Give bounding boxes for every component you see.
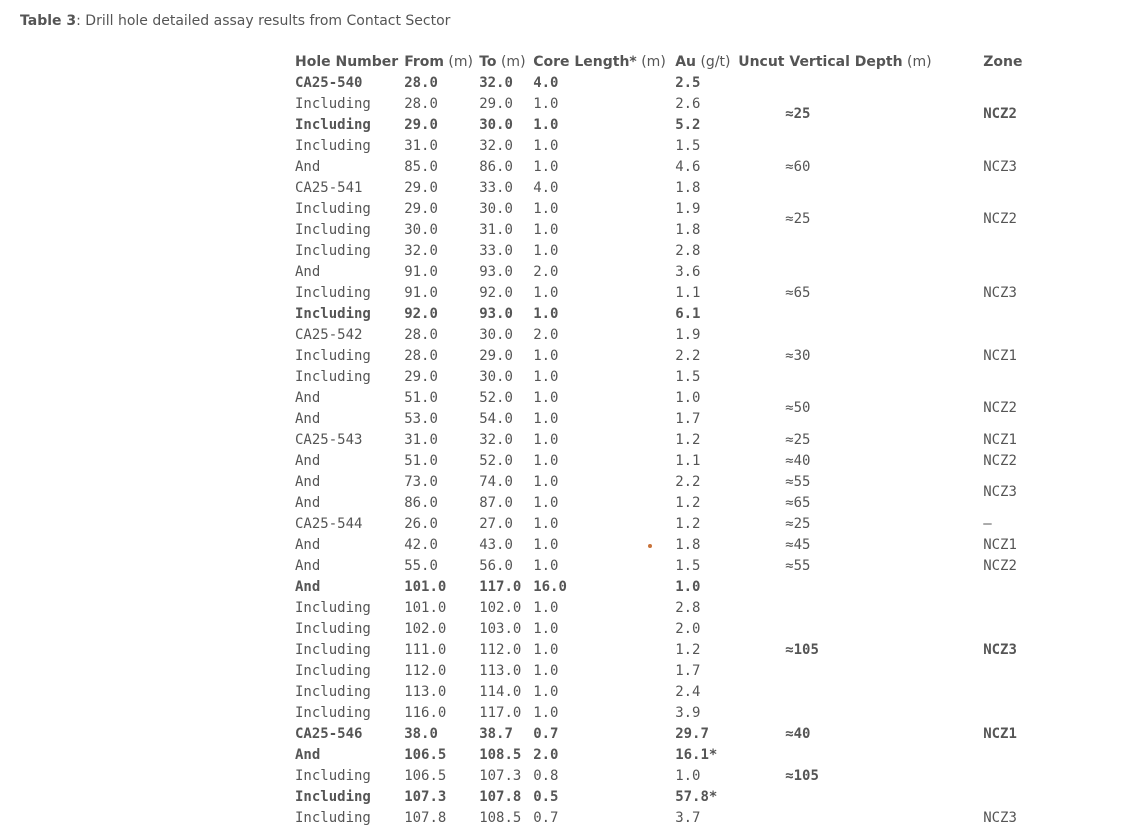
au-cell: 1.8 <box>675 221 701 238</box>
zone-cell: NCZ2 <box>983 106 1017 122</box>
to-cell: 103.0 <box>479 620 522 637</box>
header-vertical-depth: Uncut Vertical Depth (m) <box>738 53 932 70</box>
hole-number-cell: CA25-542 <box>295 326 363 343</box>
to-cell: 117.0 <box>479 704 522 721</box>
core-length-cell: 1.0 <box>533 284 559 301</box>
au-cell: 57.8* <box>675 788 718 805</box>
table-header-row <box>292 51 1026 72</box>
hole-number-cell: And <box>295 746 321 763</box>
core-length-cell: 1.0 <box>533 347 559 364</box>
core-length-cell: 0.7 <box>533 809 559 826</box>
core-length-cell: 0.5 <box>533 788 559 805</box>
hole-number-cell: And <box>295 452 321 469</box>
table-caption-label: Table 3 <box>20 13 77 29</box>
zone-cell: NCZ2 <box>983 400 1017 416</box>
to-cell: 30.0 <box>479 116 513 133</box>
core-length-cell: 1.0 <box>533 473 559 490</box>
to-cell: 32.0 <box>479 137 513 154</box>
au-cell: 5.2 <box>675 116 701 133</box>
table-row <box>292 513 1026 534</box>
to-cell: 117.0 <box>479 578 522 595</box>
zone-cell: NCZ3 <box>983 158 1017 175</box>
core-length-cell: 1.0 <box>533 221 559 238</box>
core-length-cell: 1.0 <box>533 158 559 175</box>
to-cell: 29.0 <box>479 95 513 112</box>
to-cell: 31.0 <box>479 221 513 238</box>
from-cell: 29.0 <box>404 200 438 217</box>
core-length-cell: 1.0 <box>533 704 559 721</box>
au-cell: 1.1 <box>675 284 701 301</box>
core-length-cell: 1.0 <box>533 557 559 574</box>
hole-number-cell: Including <box>295 767 371 784</box>
to-cell: 107.8 <box>479 788 522 805</box>
from-cell: 86.0 <box>404 494 438 511</box>
hole-number-cell: And <box>295 536 321 553</box>
zone-cell: NCZ3 <box>983 809 1017 826</box>
au-cell: 16.1* <box>675 746 718 763</box>
au-cell: 1.7 <box>675 410 701 427</box>
to-cell: 43.0 <box>479 536 513 553</box>
from-cell: 111.0 <box>404 641 447 658</box>
from-cell: 29.0 <box>404 179 438 196</box>
from-cell: 113.0 <box>404 683 447 700</box>
zone-cell: NCZ3 <box>983 484 1017 500</box>
from-cell: 29.0 <box>404 116 438 133</box>
from-cell: 85.0 <box>404 158 438 175</box>
from-cell: 26.0 <box>404 515 438 532</box>
hole-number-cell: Including <box>295 368 371 385</box>
table-row <box>292 177 1026 198</box>
from-cell: 28.0 <box>404 95 438 112</box>
hole-number-cell: And <box>295 494 321 511</box>
hole-number-cell: Including <box>295 809 371 826</box>
core-length-cell: 2.0 <box>533 263 559 280</box>
from-cell: 112.0 <box>404 662 447 679</box>
au-cell: 4.6 <box>675 158 701 175</box>
from-cell: 28.0 <box>404 347 438 364</box>
au-cell: 2.6 <box>675 95 701 112</box>
core-length-cell: 1.0 <box>533 95 559 112</box>
from-cell: 92.0 <box>404 305 438 322</box>
vertical-depth-cell: ≈55 <box>785 473 811 490</box>
table-row <box>292 807 1026 828</box>
to-cell: 33.0 <box>479 242 513 259</box>
table-row <box>292 387 1026 408</box>
to-cell: 107.3 <box>479 767 522 784</box>
hole-number-cell: Including <box>295 683 371 700</box>
au-cell: 1.5 <box>675 557 701 574</box>
core-length-cell: 4.0 <box>533 74 559 91</box>
au-cell: 1.9 <box>675 326 701 343</box>
from-cell: 106.5 <box>404 746 447 763</box>
hole-number-cell: And <box>295 410 321 427</box>
hole-number-cell: Including <box>295 305 371 322</box>
from-cell: 31.0 <box>404 431 438 448</box>
table-row <box>292 450 1026 471</box>
hole-number-cell: Including <box>295 95 371 112</box>
table-row <box>292 72 1026 93</box>
au-cell: 1.1 <box>675 452 701 469</box>
zone-cell: NCZ2 <box>983 557 1017 574</box>
hole-number-cell: And <box>295 473 321 490</box>
hole-number-cell: Including <box>295 347 371 364</box>
core-length-cell: 2.0 <box>533 326 559 343</box>
au-cell: 1.5 <box>675 137 701 154</box>
vertical-depth-cell: ≈25 <box>785 211 811 227</box>
vertical-depth-cell <box>735 807 980 828</box>
to-cell: 56.0 <box>479 557 513 574</box>
hole-number-cell: Including <box>295 137 371 154</box>
table-row <box>292 156 1026 177</box>
to-cell: 32.0 <box>479 431 513 448</box>
to-cell: 93.0 <box>479 263 513 280</box>
au-cell: 2.8 <box>675 242 701 259</box>
zone-cell: – <box>983 515 992 532</box>
hole-number-cell: And <box>295 578 321 595</box>
zone-cell: NCZ1 <box>983 536 1017 553</box>
au-cell: 1.2 <box>675 494 701 511</box>
au-cell: 2.4 <box>675 683 701 700</box>
to-cell: 27.0 <box>479 515 513 532</box>
from-cell: 28.0 <box>404 74 438 91</box>
core-length-cell: 1.0 <box>533 305 559 322</box>
to-cell: 30.0 <box>479 200 513 217</box>
core-length-cell: 2.0 <box>533 746 559 763</box>
from-cell: 106.5 <box>404 767 447 784</box>
core-length-cell: 1.0 <box>533 599 559 616</box>
au-cell: 1.9 <box>675 200 701 217</box>
table-row <box>292 492 1026 513</box>
au-cell: 6.1 <box>675 305 701 322</box>
vertical-depth-cell: ≈30 <box>785 347 811 364</box>
hole-number-cell: CA25-544 <box>295 515 363 532</box>
core-length-cell: 1.0 <box>533 242 559 259</box>
to-cell: 113.0 <box>479 662 522 679</box>
hole-number-cell: Including <box>295 620 371 637</box>
core-length-cell: 0.7 <box>533 725 559 742</box>
from-cell: 116.0 <box>404 704 447 721</box>
core-length-cell: 1.0 <box>533 620 559 637</box>
hole-number-cell: Including <box>295 704 371 721</box>
au-cell: 3.9 <box>675 704 701 721</box>
vertical-depth-cell: ≈55 <box>785 557 811 574</box>
zone-cell <box>980 744 1026 807</box>
core-length-cell: 1.0 <box>533 368 559 385</box>
hole-number-cell: CA25-540 <box>295 74 363 91</box>
hole-number-cell: Including <box>295 242 371 259</box>
core-length-cell: 1.0 <box>533 683 559 700</box>
assay-results-table <box>292 51 1026 828</box>
to-cell: 108.5 <box>479 746 522 763</box>
zone-cell: NCZ2 <box>983 211 1017 227</box>
au-cell: 3.7 <box>675 809 701 826</box>
from-cell: 91.0 <box>404 284 438 301</box>
header-from: From (m) <box>404 53 473 70</box>
core-length-cell: 1.0 <box>533 662 559 679</box>
au-cell: 2.8 <box>675 599 701 616</box>
au-cell: 1.0 <box>675 389 701 406</box>
au-cell: 2.2 <box>675 347 701 364</box>
vertical-depth-cell: ≈40 <box>785 452 811 469</box>
core-length-cell: 1.0 <box>533 452 559 469</box>
from-cell: 32.0 <box>404 242 438 259</box>
au-cell: 1.2 <box>675 641 701 658</box>
hole-number-cell: Including <box>295 641 371 658</box>
to-cell: 74.0 <box>479 473 513 490</box>
core-length-cell: 1.0 <box>533 116 559 133</box>
table-row <box>292 261 1026 282</box>
zone-cell: NCZ1 <box>983 347 1017 364</box>
au-cell: 1.7 <box>675 662 701 679</box>
au-cell: 2.5 <box>675 74 701 91</box>
vertical-depth-cell: ≈105 <box>785 767 819 784</box>
table-row <box>292 324 1026 345</box>
from-cell: 31.0 <box>404 137 438 154</box>
table-row <box>292 744 1026 765</box>
hole-number-cell: And <box>295 557 321 574</box>
table-row <box>292 534 1026 555</box>
to-cell: 52.0 <box>479 452 513 469</box>
core-length-cell: 0.8 <box>533 767 559 784</box>
to-cell: 108.5 <box>479 809 522 826</box>
core-length-cell: 1.0 <box>533 494 559 511</box>
vertical-depth-cell: ≈25 <box>785 515 811 532</box>
to-cell: 114.0 <box>479 683 522 700</box>
from-cell: 53.0 <box>404 410 438 427</box>
core-length-cell: 1.0 <box>533 410 559 427</box>
table-caption <box>20 13 450 29</box>
hole-number-cell: And <box>295 158 321 175</box>
core-length-cell: 1.0 <box>533 137 559 154</box>
from-cell: 42.0 <box>404 536 438 553</box>
from-cell: 101.0 <box>404 578 447 595</box>
to-cell: 32.0 <box>479 74 513 91</box>
au-cell: 1.2 <box>675 515 701 532</box>
au-cell: 1.0 <box>675 767 701 784</box>
hole-number-cell: CA25-541 <box>295 179 363 196</box>
table-row <box>292 429 1026 450</box>
zone-cell: NCZ1 <box>983 725 1017 742</box>
from-cell: 51.0 <box>404 389 438 406</box>
table-body <box>292 72 1026 828</box>
core-length-cell: 1.0 <box>533 200 559 217</box>
header-hole-number: Hole Number <box>295 53 399 70</box>
from-cell: 73.0 <box>404 473 438 490</box>
vertical-depth-cell: ≈65 <box>785 284 811 301</box>
core-length-cell: 4.0 <box>533 179 559 196</box>
vertical-depth-cell: ≈40 <box>785 725 811 742</box>
to-cell: 33.0 <box>479 179 513 196</box>
from-cell: 30.0 <box>404 221 438 238</box>
table-row <box>292 576 1026 597</box>
vertical-depth-cell: ≈65 <box>785 494 811 511</box>
au-cell: 1.0 <box>675 578 701 595</box>
to-cell: 87.0 <box>479 494 513 511</box>
to-cell: 54.0 <box>479 410 513 427</box>
from-cell: 91.0 <box>404 263 438 280</box>
from-cell: 51.0 <box>404 452 438 469</box>
hole-number-cell: Including <box>295 662 371 679</box>
zone-cell: NCZ1 <box>983 431 1017 448</box>
from-cell: 107.8 <box>404 809 447 826</box>
header-to: To (m) <box>479 53 526 70</box>
to-cell: 86.0 <box>479 158 513 175</box>
hole-number-cell: Including <box>295 599 371 616</box>
to-cell: 52.0 <box>479 389 513 406</box>
hole-number-cell: Including <box>295 116 371 133</box>
hole-number-cell: Including <box>295 284 371 301</box>
core-length-cell: 1.0 <box>533 536 559 553</box>
table-row <box>292 555 1026 576</box>
from-cell: 107.3 <box>404 788 447 805</box>
from-cell: 102.0 <box>404 620 447 637</box>
hole-number-cell: And <box>295 389 321 406</box>
header-zone: Zone <box>983 53 1023 70</box>
au-cell: 1.2 <box>675 431 701 448</box>
vertical-depth-cell: ≈25 <box>785 106 811 122</box>
hole-number-cell: CA25-546 <box>295 725 363 742</box>
au-cell: 3.6 <box>675 263 701 280</box>
to-cell: 38.7 <box>479 725 513 742</box>
from-cell: 101.0 <box>404 599 447 616</box>
vertical-depth-cell: ≈45 <box>785 536 811 553</box>
table-row <box>292 723 1026 744</box>
to-cell: 92.0 <box>479 284 513 301</box>
core-length-cell: 16.0 <box>533 578 567 595</box>
core-length-cell: 1.0 <box>533 431 559 448</box>
zone-cell: NCZ2 <box>983 452 1017 469</box>
vertical-depth-cell: ≈25 <box>785 431 811 448</box>
au-cell: 29.7 <box>675 725 709 742</box>
to-cell: 30.0 <box>479 326 513 343</box>
to-cell: 102.0 <box>479 599 522 616</box>
table-row <box>292 471 1026 492</box>
from-cell: 55.0 <box>404 557 438 574</box>
hole-number-cell: And <box>295 263 321 280</box>
vertical-depth-cell: ≈105 <box>785 641 819 658</box>
core-length-cell: 1.0 <box>533 641 559 658</box>
zone-cell: NCZ3 <box>983 284 1017 301</box>
to-cell: 29.0 <box>479 347 513 364</box>
header-core-length: Core Length* (m) <box>533 53 666 70</box>
au-cell: 1.5 <box>675 368 701 385</box>
from-cell: 29.0 <box>404 368 438 385</box>
from-cell: 28.0 <box>404 326 438 343</box>
hole-number-cell: Including <box>295 200 371 217</box>
from-cell: 38.0 <box>404 725 438 742</box>
stray-dot <box>648 544 652 548</box>
hole-number-cell: CA25-543 <box>295 431 363 448</box>
hole-number-cell: Including <box>295 788 371 805</box>
au-cell: 1.8 <box>675 536 701 553</box>
vertical-depth-cell: ≈60 <box>785 158 811 175</box>
au-cell: 2.2 <box>675 473 701 490</box>
hole-number-cell: Including <box>295 221 371 238</box>
header-au: Au (g/t) <box>675 53 731 70</box>
core-length-cell: 1.0 <box>533 389 559 406</box>
table-caption-text: : Drill hole detailed assay results from Contact Sector <box>76 13 451 29</box>
zone-cell: NCZ3 <box>983 641 1017 658</box>
to-cell: 93.0 <box>479 305 513 322</box>
au-cell: 2.0 <box>675 620 701 637</box>
vertical-depth-cell: ≈50 <box>785 400 811 416</box>
to-cell: 30.0 <box>479 368 513 385</box>
to-cell: 112.0 <box>479 641 522 658</box>
core-length-cell: 1.0 <box>533 515 559 532</box>
au-cell: 1.8 <box>675 179 701 196</box>
